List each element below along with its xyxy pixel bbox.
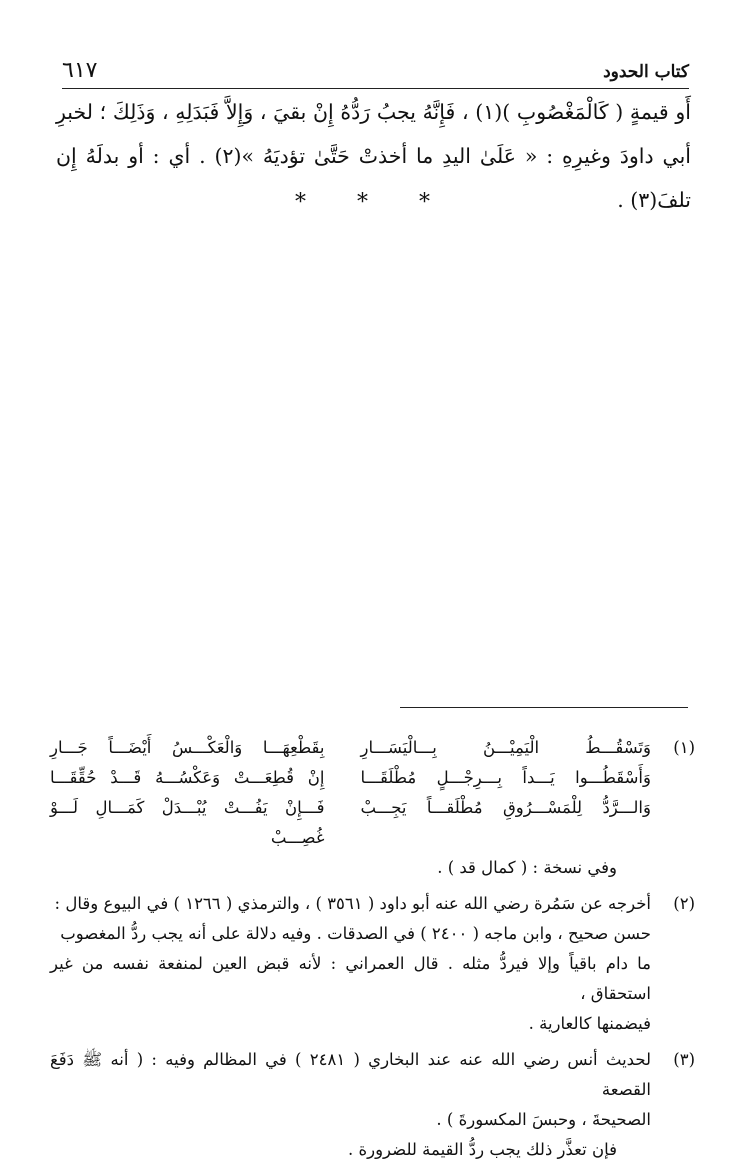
section-separator: * * *	[295, 190, 452, 215]
footnote-3	[50, 1045, 695, 1165]
verse-line	[50, 733, 651, 763]
footnote-line: فيضمنها كالعارية .	[528, 1014, 651, 1033]
verse-hemistich: وَأَسْقَطُـــوا يَـــداً بِـــرِجْـــلٍ مُطْلَقَـــا	[360, 768, 651, 787]
footnote-line: الصحيحةَ ، وحبسَ المكسورةَ ) .	[436, 1110, 651, 1129]
verse-hemistich: إِنْ قُطِعَـــتْ وَعَكْسُـــهُ قَـــدْ حُقِّقَـــا	[50, 768, 325, 787]
verse-hemistich: وَتَسْقُـــطُ الْيَمِيْـــنُ بِـــالْيَسَـــارِ	[360, 738, 651, 757]
footnote-line: أخرجه عن سَمُرة رضي الله عنه أبو داود ( ٣٥٦١ ) ، والترمذي ( ١٢٦٦ ) في البيوع وقال :	[54, 894, 651, 913]
footnote-number: (٣)	[673, 1050, 695, 1069]
footnote-2	[50, 889, 695, 1039]
verse-hemistich: بِقَطْعِهَـــا وَالْعَكْـــسُ أَيْضَـــاً جَـــارِ	[50, 738, 325, 757]
page-header	[62, 58, 689, 88]
footnote-number: (١)	[673, 738, 695, 757]
verse-line	[50, 763, 651, 793]
footnote-line: ما دام باقياً وإلا فيردُّ مثله . قال العمراني : لأنه قبض العين لمنفعة نفسه من غير استحقاق ،	[50, 954, 651, 1003]
main-paragraph: أَو قيمةٍ ( كَالْمَغْصُوبِ )(١) ، فَإِنَّهُ يجبُ رَدُّهُ إِنْ بقيَ ، وَإِلاَّ فَبَدَلِهِ ، وَذَلِكَ ؛ لخبرِ أبي داودَ وغيرِهِ : « عَلَىٰ اليدِ ما أخذتْ حَتَّىٰ تؤديَهُ »(٢) . أي : أو بدلَهُ إِن تلفَ(٣) .	[56, 100, 691, 212]
footnote-extra: فإن تعذَّر ذلك يجب ردُّ القيمة للضرورة .	[347, 1140, 617, 1159]
footnote-rule	[400, 707, 688, 708]
footnote-note: وفي نسخة : ( كمال قد ) .	[437, 858, 617, 877]
footnote-line: لحديث أنس رضي الله عنه عند البخاري ( ٢٤٨١ ) في المظالم وفيه : ( أنه ﷺ دَفَعَ القصعة	[50, 1050, 652, 1099]
page-number: ٦١٧	[62, 58, 98, 83]
verse-hemistich: فَـــإِنْ يَفُـــتْ يُبْـــدَلْ كَمَـــالِ لَـــوْ غُصِـــبْ	[50, 798, 325, 847]
verse-line	[50, 793, 651, 853]
running-title: كتاب الحدود	[603, 62, 689, 82]
header-rule	[62, 88, 689, 89]
footnote-line: حسن صحيح ، وابن ماجه ( ٢٤٠٠ ) في الصدقات . وفيه دلالة على أنه يجب ردُّ المغصوب	[60, 924, 651, 943]
footnote-number: (٢)	[673, 894, 695, 913]
verse-hemistich: وَالـــرَّدُّ لِلْمَسْـــرُوقِ مُطْلَقـــاً يَجِـــبْ	[360, 798, 651, 817]
footnote-1	[50, 733, 695, 883]
footnotes	[50, 733, 695, 1171]
